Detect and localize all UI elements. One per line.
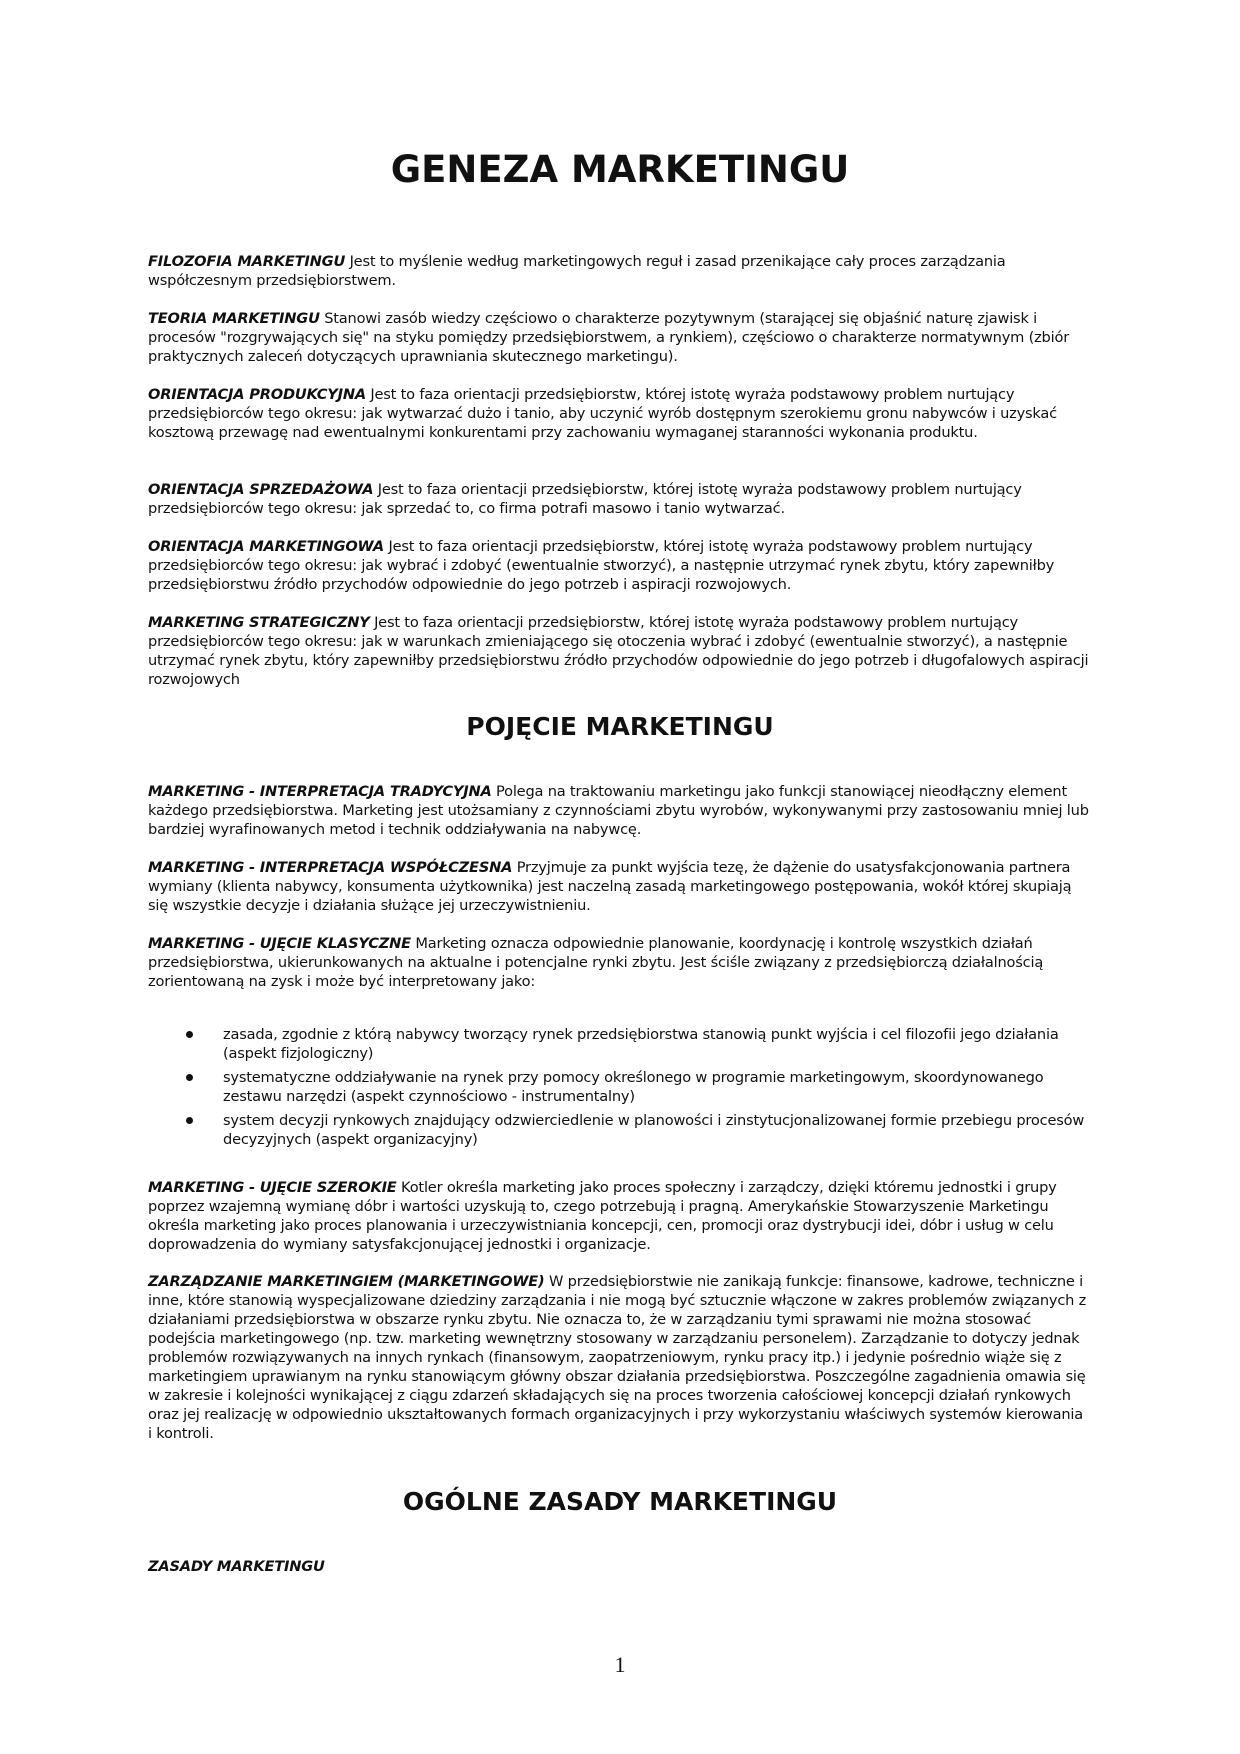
bullet-item: zasada, zgodnie z którą nabywcy tworzący rynek przedsiębiorstwa stanowią punkt wyjścia i cel filozofii jego działania (aspekt fizjologiczny)	[148, 1025, 1090, 1063]
definition-paragraph: ORIENTACJA PRODUKCYJNA Jest to faza orientacji przedsiębiorstw, której istotę wyraża podstawowy problem nurtujący przedsiębiorców tego okresu: jak wytwarzać dużo i tanio, aby uczynić wyrób dostępnym szerokiemu gronu nabywców i uzyskać kosztową przewagę nad ewentualnymi konkurentami przy zachowaniu wymaganej staranności wykonania produktu.	[148, 386, 1057, 441]
bullet-item: systematyczne oddziaływanie na rynek przy pomocy określonego w programie marketingowym, skoordynowanego zestawu narzędzi (aspekt czynnościowo - instrumentalny)	[148, 1068, 1090, 1106]
definition-paragraph: ORIENTACJA MARKETINGOWA Jest to faza orientacji przedsiębiorstw, której istotę wyraża podstawowy problem nurtujący przedsiębiorców tego okresu: jak wybrać i zdobyć (ewentualnie stworzyć), a następnie utrzymać rynek zbytu, który zapewniłby przedsiębiorstwu źródło przychodów odpowiednie do jego potrzeb i aspiracji rozwojowych.	[148, 538, 1055, 593]
definition-paragraph: MARKETING - INTERPRETACJA WSPÓŁCZESNA Przyjmuje za punkt wyjścia tezę, że dążenie do usatysfakcjonowania partnera wymiany (klienta nabywcy, konsumenta użytkownika) jest naczelną zasadą marketingowego postępowania, wokół której skupiają się wszystkie decyzje i działania służące jej urzeczywistnieniu.	[148, 859, 1072, 914]
definition-paragraph: FILOZOFIA MARKETINGU Jest to myślenie według marketingowych reguł i zasad przenikające cały proces zarządzania współczesnym przedsiębiorstwem.	[148, 253, 1006, 289]
definition-paragraph: MARKETING STRATEGICZNY Jest to faza orientacji przedsiębiorstw, której istotę wyraża podstawowy problem nurtujący przedsiębiorców tego okresu: jak w warunkach zmieniającego się otoczenia wybrać i zdobyć (ewentualnie stworzyć), a następnie utrzymać rynek zbytu, który zapewniłby przedsiębiorstwu źródło przychodów odpowiednie do jego potrzeb i długofalowych aspiracji rozwojowych	[148, 614, 1089, 688]
section-heading: OGÓLNE ZASADY MARKETINGU	[402, 1487, 838, 1516]
definition-paragraph: ZARZĄDZANIE MARKETINGIEM (MARKETINGOWE) W przedsiębiorstwie nie zanikają funkcje: finansowe, kadrowe, techniczne i inne, które stanowią wyspecjalizowane dziedziny zarządzania i nie mogą być sztucznie włączone w zakres problemów związanych z działaniami przedsiębiorstwa w obszarze rynku zbytu. Nie oznacza to, że w zarządzaniu tymi sprawami nie można stosować podejścia marketingowego (np. tzw. marketing wewnętrzny stosowany w zarządzaniu personelem). Zarządzanie to dotyczy jednak problemów rozwiązywanych na innych rynkach (finansowym, zaopatrzeniowym, rynku pracy itp.) i jedynie pośrednio wiąże się z marketingiem uprawianym na rynku stanowiącym główny obszar działania przedsiębiorstwa. Poszczególne zagadnienia omawia się w zakresie i kolejności wynikającej z ciągu zdarzeń składających się na proces tworzenia całościowej koncepcji działań rynkowych oraz jej realizację w odpowiednio ukształtowanych formach organizacyjnych i przy wykorzystaniu właściwych systemów kierowania i kontroli.	[148, 1273, 1087, 1442]
section-heading: POJĘCIE MARKETINGU	[466, 712, 774, 741]
subsection-label: ZASADY MARKETINGU	[148, 1558, 325, 1575]
definition-paragraph: ORIENTACJA SPRZEDAŻOWA Jest to faza orientacji przedsiębiorstw, której istotę wyraża podstawowy problem nurtujący przedsiębiorców tego okresu: jak sprzedać to, co firma potrafi masowo i tanio wytwarzać.	[148, 481, 1022, 517]
bullet-item: system decyzji rynkowych znajdujący odzwierciedlenie w planowości i zinstytucjonalizowanej formie przebiegu procesów decyzyjnych (aspekt organizacyjny)	[148, 1111, 1090, 1149]
document-title: GENEZA MARKETINGU	[390, 148, 850, 191]
page-number: 1	[614, 1652, 626, 1677]
definition-paragraph: MARKETING - UJĘCIE KLASYCZNE Marketing oznacza odpowiednie planowanie, koordynację i kontrolę wszystkich działań przedsiębiorstwa, ukierunkowanych na aktualne i potencjalne rynki zbytu. Jest ściśle związany z przedsiębiorczą działalnością zorientowaną na zysk i może być interpretowany jako:	[148, 935, 1044, 990]
definition-paragraph: MARKETING - INTERPRETACJA TRADYCYJNA Polega na traktowaniu marketingu jako funkcji stanowiącej nieodłączny element każdego przedsiębiorstwa. Marketing jest utożsamiany z czynnościami zbytu wyrobów, wykonywanymi przy zastosowaniu mniej lub bardziej wyrafinowanych metod i technik oddziaływania na nabywcę.	[148, 783, 1089, 838]
definition-paragraph: MARKETING - UJĘCIE SZEROKIE Kotler określa marketing jako proces społeczny i zarządczy, dzięki któremu jednostki i grupy poprzez wzajemną wymianę dóbr i wartości uzyskują to, czego potrzebują i pragną. Amerykańskie Stowarzyszenie Marketingu określa marketing jako proces planowania i urzeczywistniania koncepcji, cen, promocji oraz dystrybucji idei, dóbr i usług w celu doprowadzenia do wymiany satysfakcjonującej jednostki i organizacje.	[148, 1179, 1057, 1253]
definition-paragraph: TEORIA MARKETINGU Stanowi zasób wiedzy częściowo o charakterze pozytywnym (starającej się objaśnić naturę zjawisk i procesów "rozgrywających się" na styku pomiędzy przedsiębiorstwem, a rynkiem), częściowo o charakterze normatywnym (zbiór praktycznych zaleceń dotyczących uprawniania skutecznego marketingu).	[148, 310, 1069, 365]
bullet-list	[148, 1025, 1090, 1154]
